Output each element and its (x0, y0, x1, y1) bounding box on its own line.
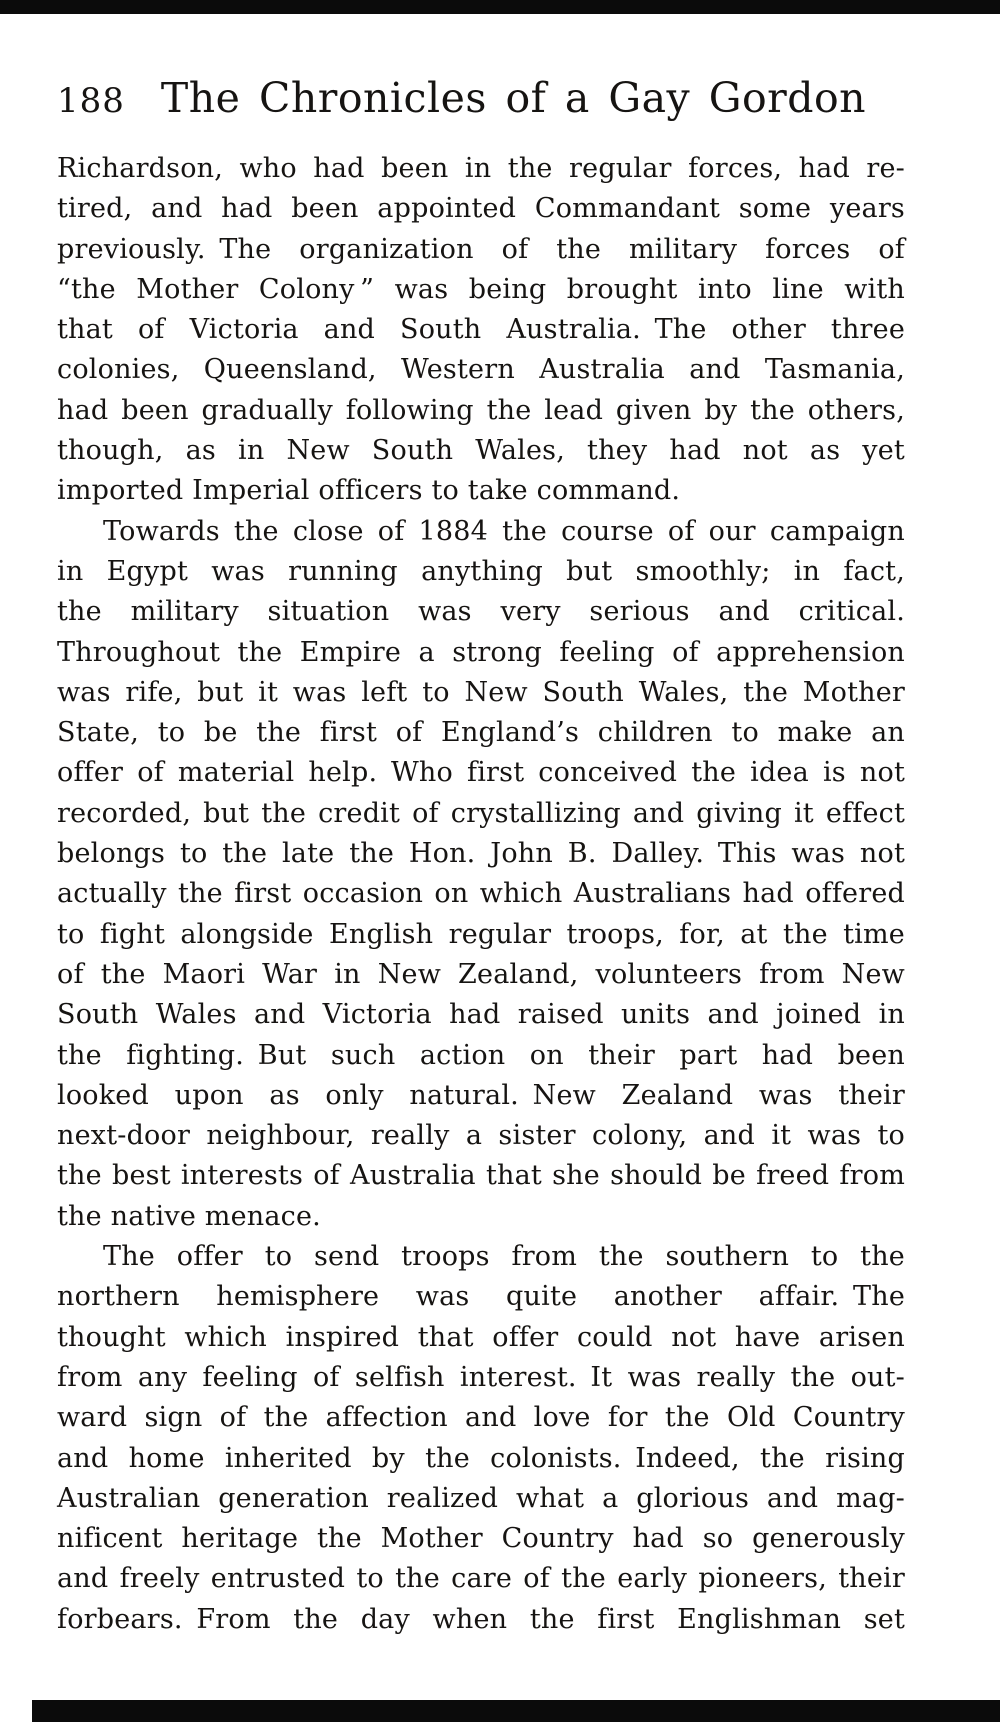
text-line: was rife, but it was left to New South Wales, the Mother (57, 676, 905, 708)
text-line: State, to be the first of England’s children to make an (57, 717, 905, 749)
text-line: and freely entrusted to the care of the early pioneers, their (57, 1563, 905, 1595)
scan-edge-top-bar (0, 0, 1000, 14)
text-line: the military situation was very serious and critical. (57, 596, 905, 628)
text-line: imported Imperial officers to take command. (57, 475, 681, 507)
running-header (57, 74, 940, 122)
text-line: colonies, Queensland, Western Australia and Tasmania, (57, 354, 905, 386)
text-line: nificent heritage the Mother Country had so generously (57, 1523, 905, 1555)
text-line: belongs to the late the Hon. John B. Dalley. This was not (57, 838, 905, 870)
text-line: Richardson, who had been in the regular forces, had re- (57, 153, 905, 184)
text-line: looked upon as only natural. New Zealand was their (57, 1079, 905, 1111)
text-line: thought which inspired that offer could not have arisen (57, 1321, 905, 1353)
text-line: northern hemisphere was quite another affair. The (57, 1281, 905, 1313)
page-number: 188 (57, 81, 125, 121)
scan-edge-bottom-bar (32, 1700, 1000, 1722)
text-line: the native menace. (57, 1200, 321, 1232)
text-line: offer of material help. Who first conceived the idea is not (57, 757, 905, 789)
text-line: from any feeling of selfish interest. It was really the out- (57, 1361, 905, 1393)
text-line: The offer to send troops from the southern to the (103, 1241, 905, 1273)
text-line: actually the first occasion on which Australians had offered (57, 878, 905, 910)
body-text (57, 149, 905, 1640)
text-line: tired, and had been appointed Commandant some years (57, 193, 905, 225)
text-line: of the Maori War in New Zealand, volunteers from New (57, 958, 905, 990)
page-title: The Chronicles of a Gay Gordon (160, 74, 867, 122)
text-line: “the Mother Colony ” was being brought into line with (57, 273, 905, 305)
text-line: forbears. From the day when the first Englishman set (57, 1603, 905, 1635)
text-line: next-door neighbour, really a sister colony, and it was to (57, 1120, 905, 1152)
text-line: to fight alongside English regular troops, for, at the time (57, 918, 905, 950)
text-line: previously. The organization of the military forces of (57, 233, 905, 265)
text-line: ward sign of the affection and love for the Old Country (57, 1402, 905, 1434)
text-line: and home inherited by the colonists. Indeed, the rising (57, 1442, 905, 1474)
text-line: recorded, but the credit of crystallizing and giving it effect (57, 797, 905, 829)
text-line: Throughout the Empire a strong feeling of apprehension (57, 636, 905, 668)
text-line: in Egypt was running anything but smoothly; in fact, (57, 555, 905, 587)
text-line: Towards the close of 1884 the course of our campaign (103, 515, 905, 547)
text-line: that of Victoria and South Australia. The other three (57, 314, 905, 346)
text-line: the best interests of Australia that she should be freed from (57, 1160, 905, 1192)
text-line: Australian generation realized what a glorious and mag- (57, 1482, 905, 1514)
text-line: South Wales and Victoria had raised units and joined in (57, 999, 905, 1031)
text-line: had been gradually following the lead given by the others, (57, 394, 905, 426)
text-line: the fighting. But such action on their part had been (57, 1039, 905, 1071)
text-line: though, as in New South Wales, they had not as yet (57, 435, 905, 467)
